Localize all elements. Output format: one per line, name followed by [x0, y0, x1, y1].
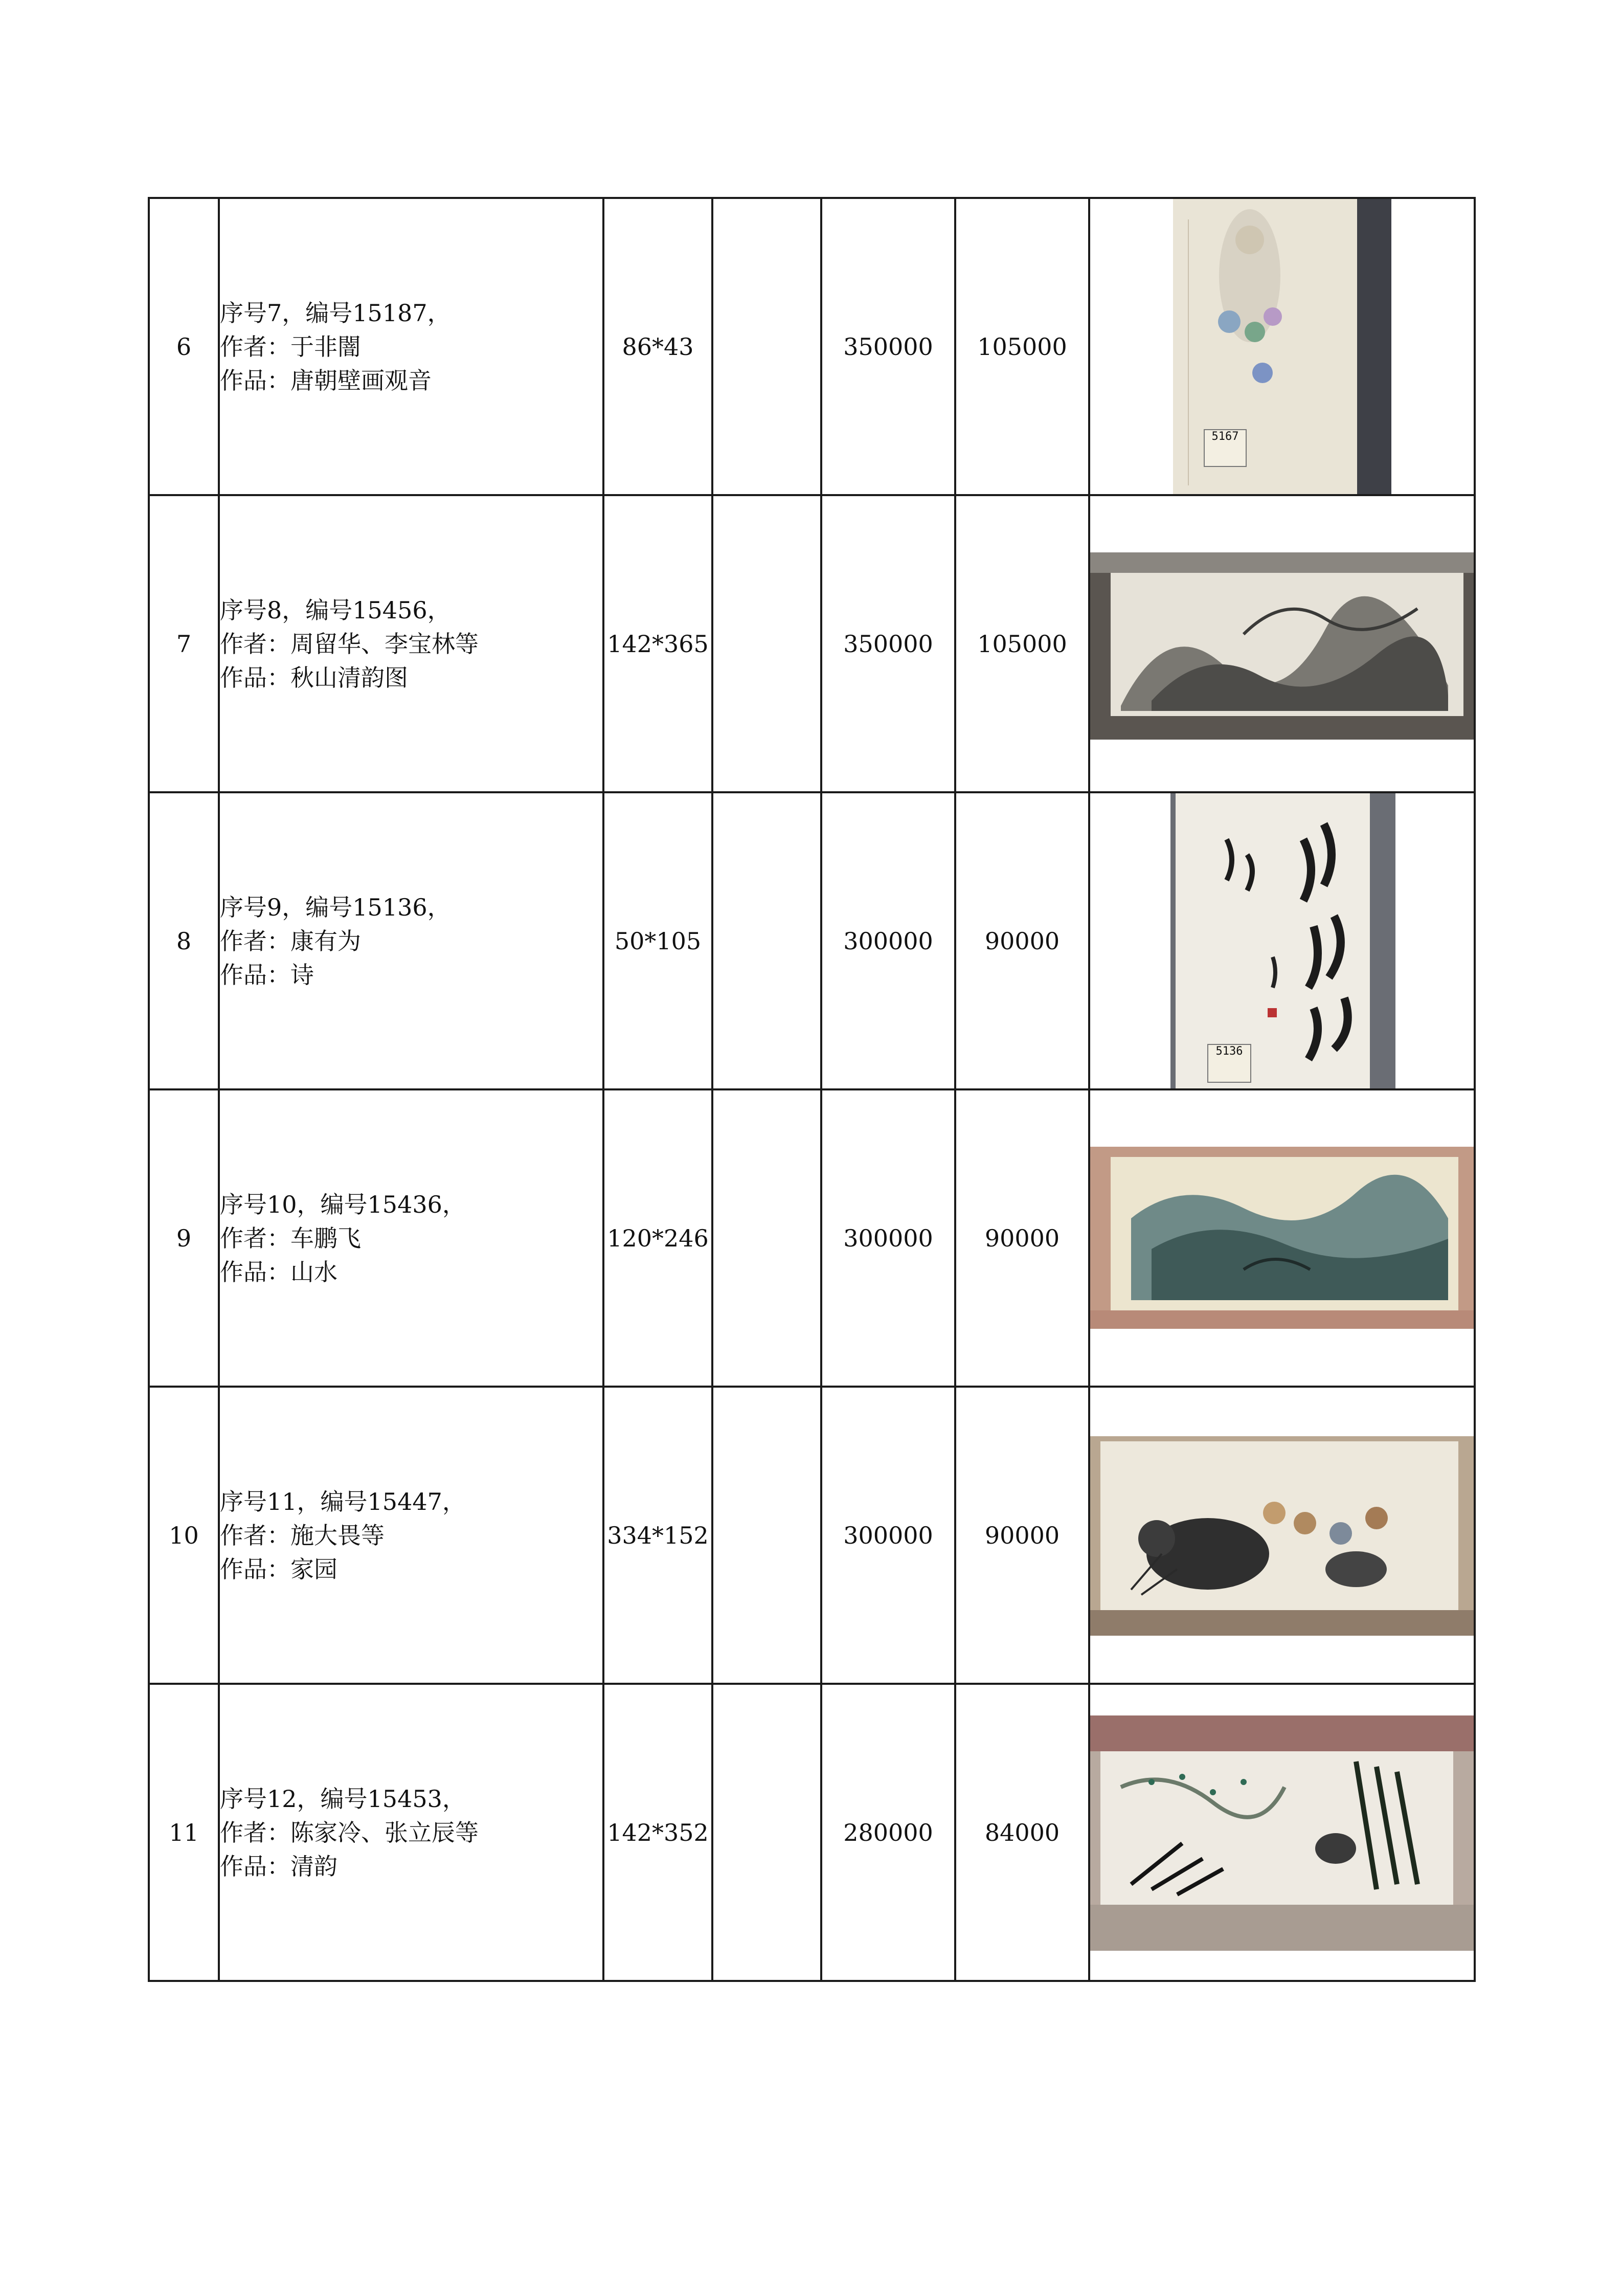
- estimate-price: 300000: [821, 1089, 955, 1387]
- starting-price: 90000: [955, 1387, 1089, 1684]
- lot-work: 作品：家园: [220, 1555, 337, 1583]
- lot-photo-cell: [1089, 495, 1475, 792]
- lot-description: [219, 1684, 603, 1981]
- lot-description: [219, 1089, 603, 1387]
- lot-work: 作品：秋山清韵图: [220, 663, 408, 692]
- starting-price: 84000: [955, 1684, 1089, 1981]
- row-number: 6: [149, 198, 219, 495]
- lot-serial: 序号10，编号15436，: [220, 1190, 466, 1218]
- lot-size: 142*352: [603, 1684, 712, 1981]
- lot-serial: 序号11，编号15447，: [220, 1487, 466, 1515]
- row-number: 8: [149, 792, 219, 1089]
- estimate-price: 350000: [821, 495, 955, 792]
- lot-size: 50*105: [603, 792, 712, 1089]
- lot-photo: [1173, 199, 1391, 494]
- lot-tag: 5167: [1204, 429, 1247, 467]
- blank-cell: [712, 1387, 821, 1684]
- estimate-price: 300000: [821, 1387, 955, 1684]
- lot-photo-cell: [1089, 1387, 1475, 1684]
- lot-description: [219, 1387, 603, 1684]
- lot-size: 120*246: [603, 1089, 712, 1387]
- blank-cell: [712, 792, 821, 1089]
- lot-photo-cell: [1089, 792, 1475, 1089]
- row-number: 11: [149, 1684, 219, 1981]
- lot-tag: 5136: [1207, 1044, 1251, 1083]
- table-row: [149, 1684, 1475, 1981]
- lot-author: 作者：陈家冷、张立辰等: [220, 1818, 479, 1846]
- lot-serial: 序号9，编号15136，: [220, 893, 451, 921]
- lot-work: 作品：山水: [220, 1258, 337, 1286]
- starting-price: 105000: [955, 198, 1089, 495]
- table-row: [149, 198, 1475, 495]
- lot-work: 作品：唐朝壁画观音: [220, 366, 432, 394]
- table-row: [149, 1089, 1475, 1387]
- row-number: 9: [149, 1089, 219, 1387]
- table-row: [149, 792, 1475, 1089]
- table-row: [149, 1387, 1475, 1684]
- lot-description: [219, 792, 603, 1089]
- lot-photo-cell: [1089, 1089, 1475, 1387]
- row-number: 10: [149, 1387, 219, 1684]
- blank-cell: [712, 495, 821, 792]
- lot-serial: 序号8，编号15456，: [220, 596, 451, 624]
- lot-photo: [1090, 1436, 1474, 1636]
- lot-description: [219, 495, 603, 792]
- lot-author: 作者：于非闇: [220, 332, 361, 361]
- lot-size: 86*43: [603, 198, 712, 495]
- starting-price: 90000: [955, 792, 1089, 1089]
- lot-photo-cell: [1089, 198, 1475, 495]
- blank-cell: [712, 1089, 821, 1387]
- lot-author: 作者：周留华、李宝林等: [220, 630, 479, 658]
- starting-price: 105000: [955, 495, 1089, 792]
- lot-table: [148, 197, 1476, 1982]
- lot-author: 作者：车鹏飞: [220, 1224, 361, 1252]
- lot-author: 作者：施大畏等: [220, 1521, 385, 1549]
- table-row: [149, 495, 1475, 792]
- lot-photo-cell: [1089, 1684, 1475, 1981]
- lot-photo: [1090, 1147, 1474, 1329]
- lot-work: 作品：清韵: [220, 1852, 337, 1880]
- lot-work: 作品：诗: [220, 961, 314, 989]
- estimate-price: 300000: [821, 792, 955, 1089]
- lot-size: 334*152: [603, 1387, 712, 1684]
- lot-photo: [1170, 793, 1395, 1088]
- blank-cell: [712, 1684, 821, 1981]
- lot-serial: 序号12，编号15453，: [220, 1785, 466, 1813]
- lot-description: [219, 198, 603, 495]
- estimate-price: 280000: [821, 1684, 955, 1981]
- lot-author: 作者：康有为: [220, 927, 361, 955]
- starting-price: 90000: [955, 1089, 1089, 1387]
- lot-photo: [1090, 1715, 1474, 1951]
- lot-size: 142*365: [603, 495, 712, 792]
- lot-serial: 序号7，编号15187，: [220, 299, 451, 327]
- lot-photo: [1090, 552, 1474, 740]
- row-number: 7: [149, 495, 219, 792]
- blank-cell: [712, 198, 821, 495]
- estimate-price: 350000: [821, 198, 955, 495]
